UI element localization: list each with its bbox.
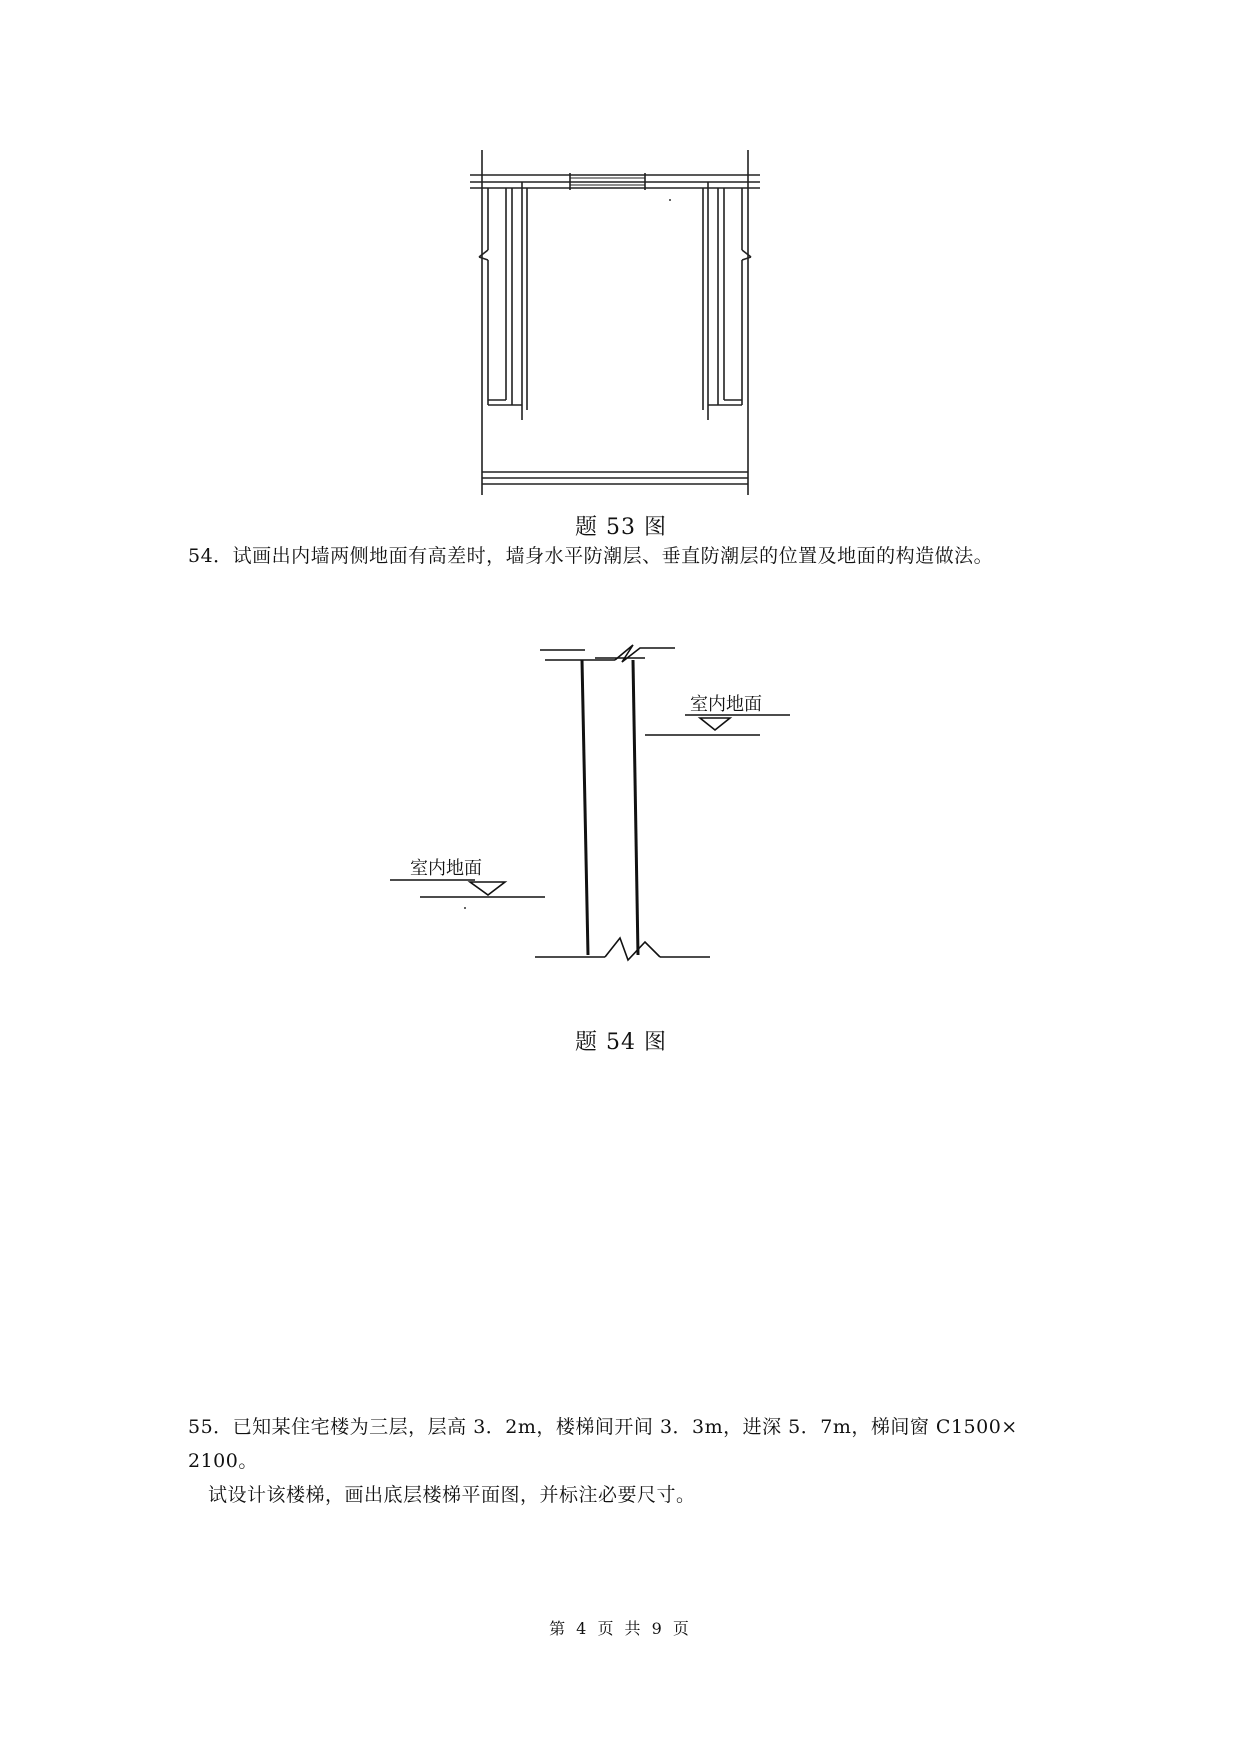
- question-55-line3: 试设计该楼梯，画出底层楼梯平面图，并标注必要尺寸。: [208, 1484, 696, 1506]
- page-footer: 第 4 页 共 9 页: [549, 1619, 692, 1638]
- figure-54-drawing: [390, 640, 810, 995]
- figure-54-label-right: 室内地面: [690, 694, 762, 715]
- question-54-text: 54．试画出内墙两侧地面有高差时，墙身水平防潮层、垂直防潮层的位置及地面的构造做法。: [188, 545, 994, 567]
- question-55-line1: 55．已知某住宅楼为三层，层高 3．2m，楼梯间开间 3．3m，进深 5．7m，梯间窗 C1500×: [188, 1416, 1018, 1438]
- figure-54-caption: 题 54 图: [575, 1030, 667, 1055]
- question-55-line2: 2100。: [188, 1450, 258, 1472]
- figure-53-drawing: [470, 150, 760, 500]
- figure-54-label-left: 室内地面: [410, 858, 482, 879]
- figure-53-caption: 题 53 图: [575, 515, 667, 540]
- question-55: [188, 1410, 1068, 1512]
